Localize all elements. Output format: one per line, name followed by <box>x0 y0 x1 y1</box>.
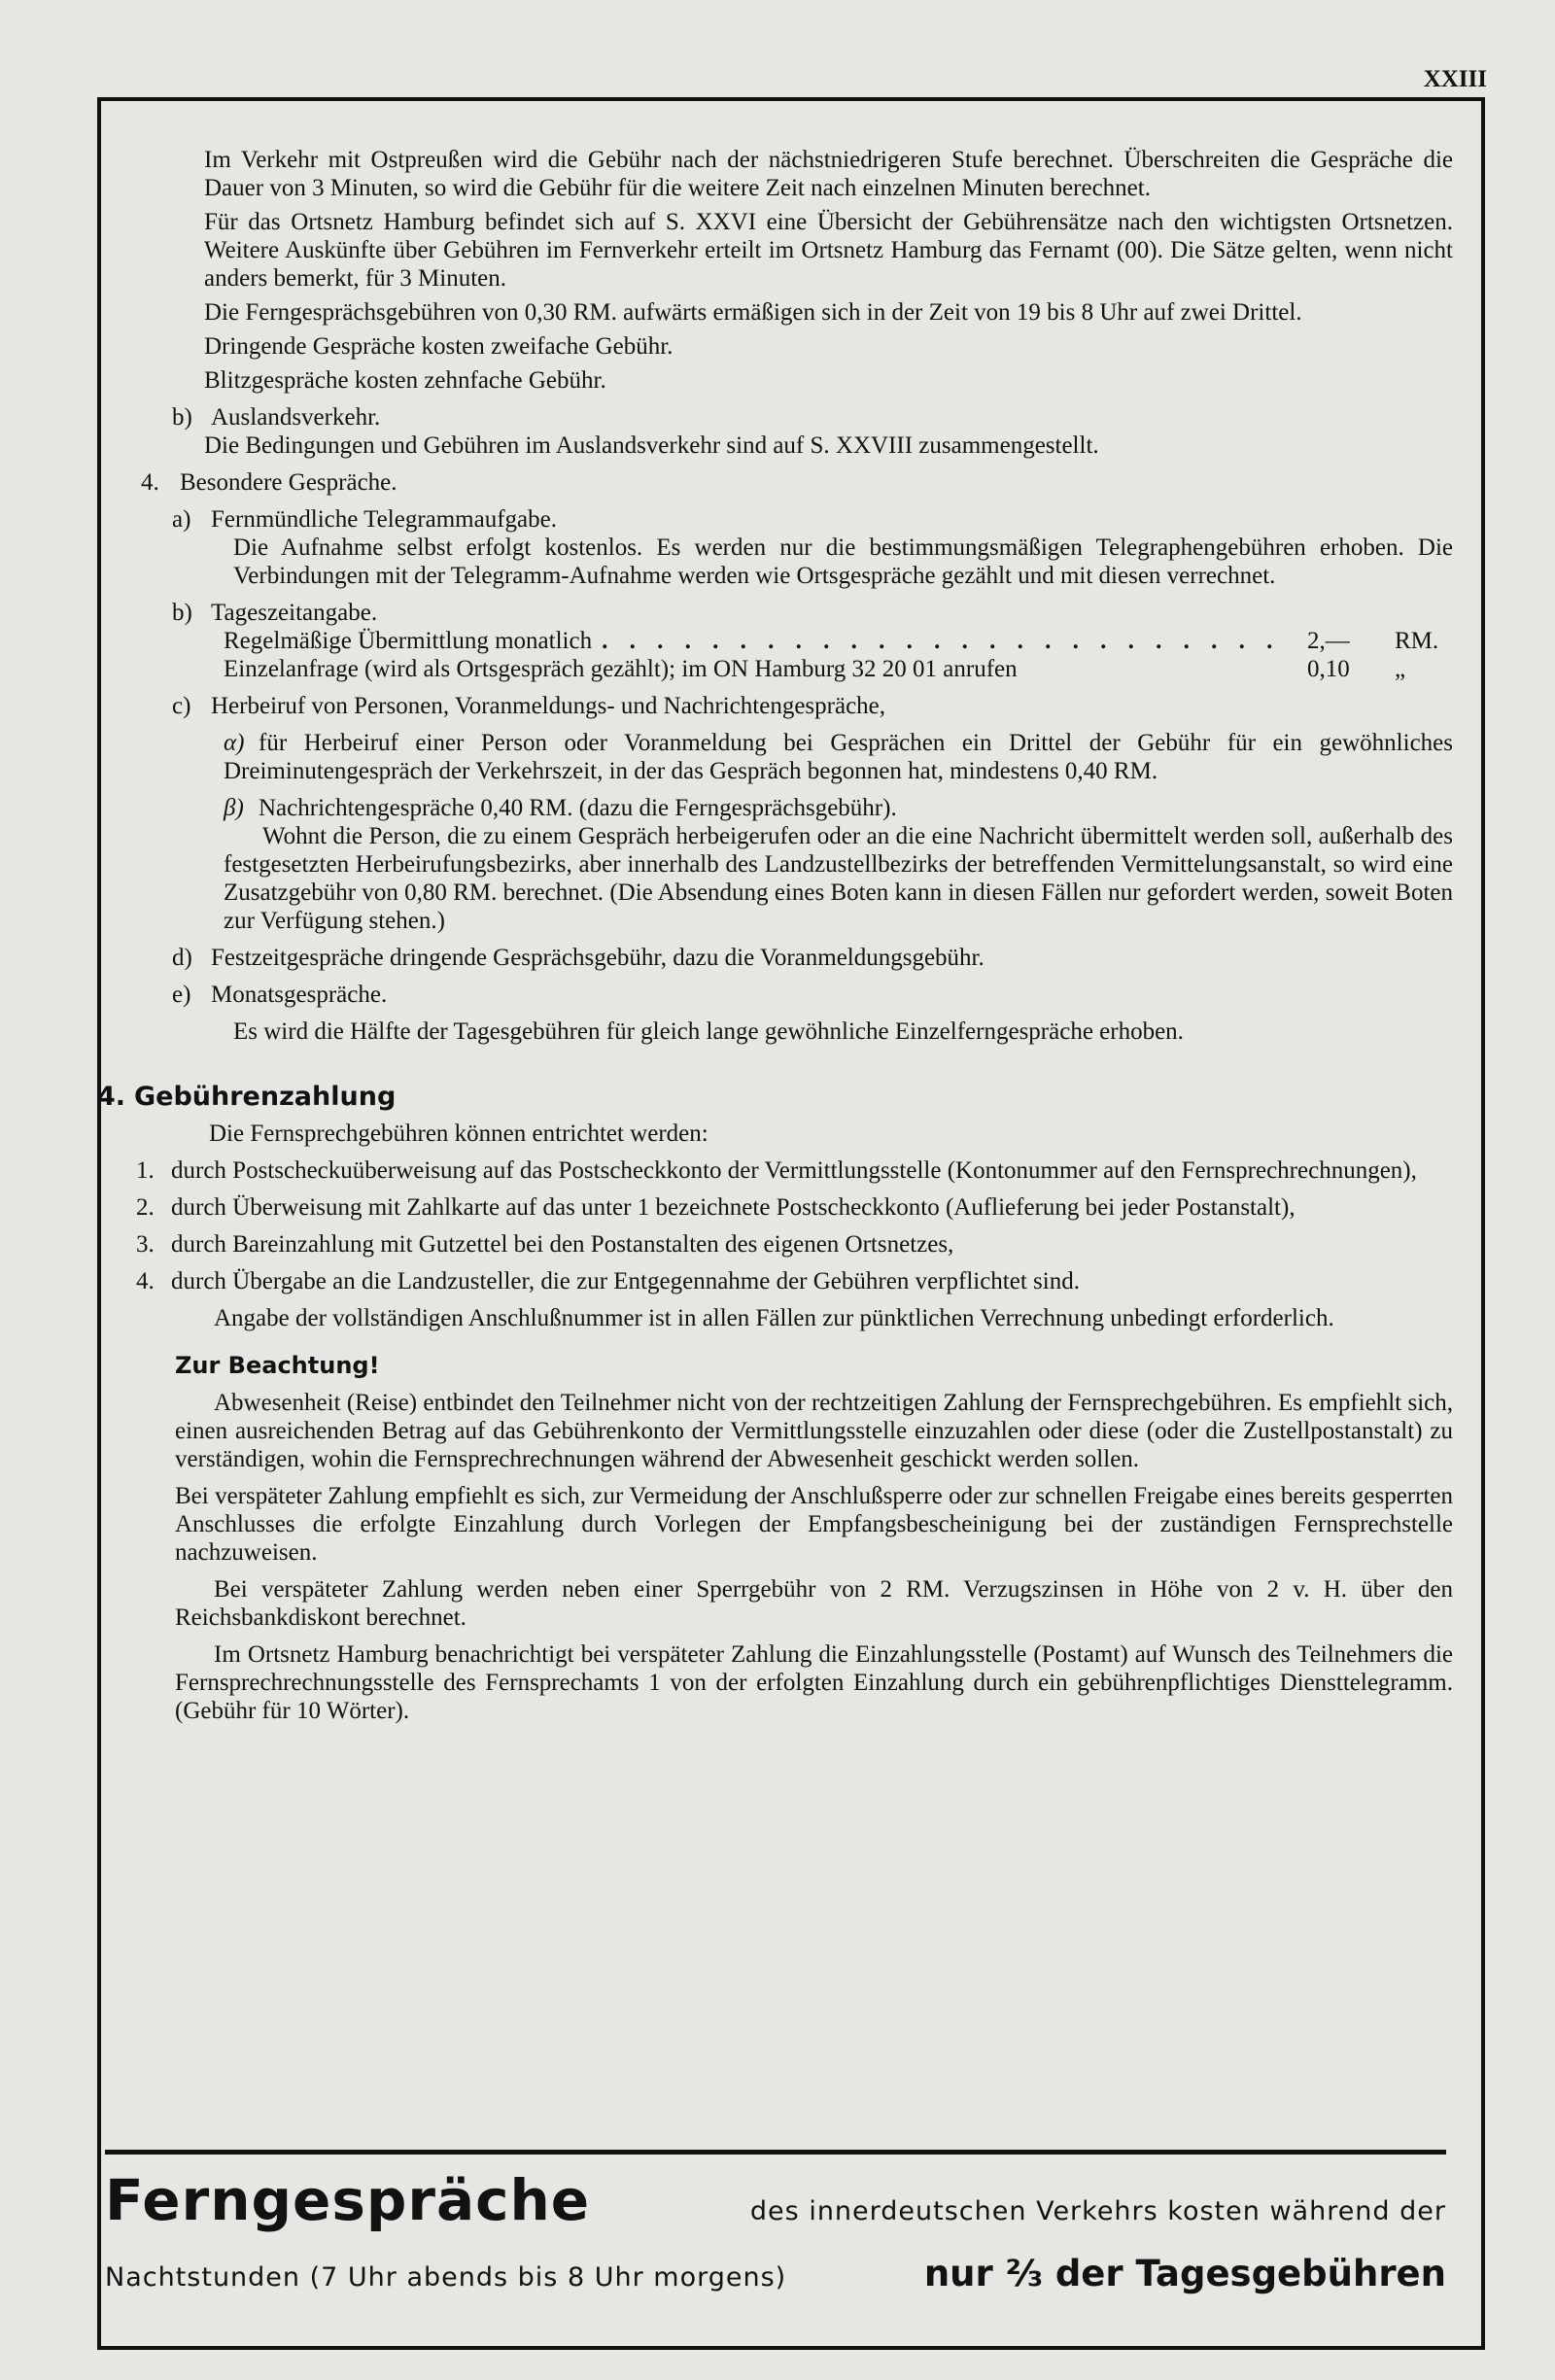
tageszeit-title: Tageszeitangabe. <box>211 600 378 626</box>
herbeiruf-heading <box>97 692 1453 720</box>
list-item: 1. durch Postscheckuüberweisung auf das Postscheckkonto der Vermittlungsstelle (Kontonummer auf den Fernsprechrechnungen), <box>136 1157 1417 1184</box>
price-amount: 2,— <box>1307 628 1350 654</box>
advertisement-rule <box>105 2150 1446 2155</box>
item-label: e) <box>172 982 191 1008</box>
beachtung-paragraph: Bei verspäteter Zahlung empfiehlt es sich, zur Vermeidung der Anschlußsperre oder zur schnellen Freigabe eines bereits gesperrten Anschlusses die erfolgte Einzahlung durch Vorlegen der Empfangsbescheinigung bei der zuständigen Fernsprechstelle nachzuweisen. <box>175 1483 1453 1566</box>
price-unit: „ <box>1395 656 1406 682</box>
price-unit: RM. <box>1395 628 1439 654</box>
advertisement-text: des innerdeutschen Verkehrs kosten während der <box>749 2196 1446 2226</box>
paragraph-ortsnetz: Für das Ortsnetz Hamburg befindet sich auf S. XXVI eine Übersicht der Gebührensätze nach den wichtigsten Ortsnetzen. Weitere Auskünfte über Gebühren im Fernverkehr erteilt im Ortsnetz Hamburg das Fernamt (00). Die Sätze gelten, wenn nicht anders bemerkt, für 3 Minuten. <box>204 209 1453 292</box>
paragraph-blitz: Blitzgespräche kosten zehnfache Gebühr. <box>204 367 606 394</box>
item-label: d) <box>172 945 192 971</box>
paragraph-dringend: Dringende Gespräche kosten zweifache Gebühr. <box>204 333 674 360</box>
item-label: a) <box>172 506 191 533</box>
list-item: 3. durch Bareinzahlung mit Gutzettel bei den Postanstalten des eigenen Ortsnetzes, <box>136 1231 954 1258</box>
festzeit-item: d) Festzeitgespräche dringende Gesprächsgebühr, dazu die Voranmeldungsgebühr. <box>172 945 985 971</box>
monat-heading <box>97 981 1453 1009</box>
beta-label: β) <box>224 795 244 821</box>
telegramm-heading <box>97 505 1453 534</box>
beachtung-paragraph: Im Ortsnetz Hamburg benachrichtigt bei verspäteter Zahlung die Einzahlungsstelle (Postamt) auf Wunsch des Teilnehmers die Fernsprechrechnungsstelle des Fernsprechamts 1 von der erfolgten Einzahlung durch ein gebührenpflichtiges Diensttelegramm. (Gebühr für 10 Wörter). <box>175 1641 1453 1724</box>
main-content <box>97 146 1453 1725</box>
price-amount: 0,10 <box>1307 656 1350 682</box>
auslandsverkehr-text: Die Bedingungen und Gebühren im Auslandsverkehr sind auf S. XXVIII zusammengestellt. <box>204 432 1099 459</box>
besondere-title: Besondere Gespräche. <box>180 469 397 496</box>
tageszeit-row-monatlich: Regelmäßige Übermittlung monatlich . . . . . . . . . . . . . . . . . . . . . . . . . 2,— RM. <box>97 627 1453 655</box>
herbeiruf-alpha: α) für Herbeiruf einer Person oder Voranmeldung bei Gesprächen ein Drittel der Gebühr für ein gewöhnliches Dreiminutengespräch der Verkehrszeit, in der das Gespräch begonnen hat, mindestens 0,40 RM. <box>224 730 1453 784</box>
herbeiruf-title: Herbeiruf von Personen, Voranmeldungs- und Nachrichtengespräche, <box>211 693 886 719</box>
auslandsverkehr-heading <box>97 403 1453 431</box>
beachtung-heading: Zur Beachtung! <box>175 1352 380 1379</box>
advertisement-line-1 <box>105 2167 1446 2233</box>
alpha-label: α) <box>224 730 245 756</box>
zahlung-list <box>97 1156 1453 1295</box>
beachtung-paragraph: Bei verspäteter Zahlung werden neben einer Sperrgebühr von 2 RM. Verzugszinsen in Höhe von 2 v. H. über den Reichsbankdiskont berechnet. <box>175 1576 1453 1631</box>
item-label: b) <box>172 600 192 626</box>
advertisement-headline: Ferngespräche <box>105 2167 591 2233</box>
angabe-paragraph: Angabe der vollständigen Anschlußnummer ist in allen Fällen zur pünktlichen Verrechnung unbedingt erforderlich. <box>214 1305 1334 1331</box>
herbeiruf-wohnt: Wohnt die Person, die zu einem Gespräch herbeigerufen oder an die eine Nachricht übermittelt werden soll, außerhalb des festgesetzten Herbeirufungsbezirks, aber innerhalb des Landzustellbezirks der betreffenden Vermittelungsanstalt, so wird eine Zusatzgebühr von 0,80 RM. berechnet. (Die Absendung eines Boten kann in diesen Fällen nur gefordert werden, soweit Boten zur Verfügung stehen.) <box>224 823 1453 934</box>
leader-dots: . . . . . . . . . . . . . . . . . . . . . . . . . <box>602 628 1281 654</box>
item-label: c) <box>172 693 191 719</box>
section-number: 4. <box>97 1082 126 1112</box>
telegramm-text: Die Aufnahme selbst erfolgt kostenlos. Es werden nur die bestimmungsmäßigen Telegraphengebühren erhoben. Die Verbindungen mit der Telegramm-Aufnahme werden wie Ortsgespräche gezählt und mit diesen verrechnet. <box>233 535 1453 589</box>
list-item: 2. durch Überweisung mit Zahlkarte auf das unter 1 bezeichnete Postscheckkonto (Auflieferung bei jeder Postanstalt), <box>136 1194 1296 1221</box>
page-number: XXIII <box>1423 66 1487 92</box>
auslandsverkehr-title: Auslandsverkehr. <box>211 404 381 431</box>
list-item: 4. durch Übergabe an die Landzusteller, die zur Entgegennahme der Gebühren verpflichtet sind. <box>136 1268 1080 1294</box>
gebuehrenzahlung-title: Gebührenzahlung <box>134 1082 397 1112</box>
advertisement-line-2 <box>105 2253 1446 2294</box>
tageszeit-row-einzel: Einzelanfrage (wird als Ortsgespräch gezählt); im ON Hamburg 32 20 01 anrufen 0,10 „ <box>97 655 1453 683</box>
beachtung-paragraph: Abwesenheit (Reise) entbindet den Teilnehmer nicht von der rechtzeitigen Zahlung der Fernsprechgebühren. Es empfiehlt sich, einen ausreichenden Betrag auf das Gebührenkonto der Vermittlungsstelle einzuzahlen oder diese (oder die Zustellpostanstalt) zu verständigen, wohin die Fernsprechrechnungen während der Abwesenheit geschickt werden sollen. <box>175 1390 1453 1472</box>
besondere-heading <box>97 468 1453 497</box>
section-number: 4. <box>141 469 159 496</box>
telegramm-title: Fernmündliche Telegrammaufgabe. <box>211 506 557 533</box>
monat-title: Monatsgespräche. <box>211 982 388 1008</box>
item-label: b) <box>172 404 192 431</box>
herbeiruf-beta: β) Nachrichtengespräche 0,40 RM. (dazu die Ferngesprächsgebühr). <box>224 795 897 821</box>
gebuehrenzahlung-heading <box>97 1083 1453 1111</box>
advertisement-text: Nachtstunden (7 Uhr abends bis 8 Uhr morgens) <box>105 2262 787 2293</box>
monat-text: Es wird die Hälfte der Tagesgebühren für gleich lange gewöhnliche Einzelferngespräche erhoben. <box>233 1018 1184 1045</box>
advertisement-claim: nur ⅔ der Tagesgebühren <box>923 2253 1446 2294</box>
advertisement-banner <box>105 2167 1446 2294</box>
zahlung-intro: Die Fernsprechgebühren können entrichtet werden: <box>209 1121 708 1147</box>
paragraph-ermaessigung: Die Ferngesprächsgebühren von 0,30 RM. aufwärts ermäßigen sich in der Zeit von 19 bis 8 Uhr auf zwei Drittel. <box>204 299 1302 326</box>
tageszeit-heading <box>97 599 1453 627</box>
paragraph-ostpreussen: Im Verkehr mit Ostpreußen wird die Gebühr nach der nächstniedrigeren Stufe berechnet. Überschreiten die Gespräche die Dauer von 3 Minuten, so wird die Gebühr für die weitere Zeit nach einzelnen Minuten berechnet. <box>204 147 1453 201</box>
